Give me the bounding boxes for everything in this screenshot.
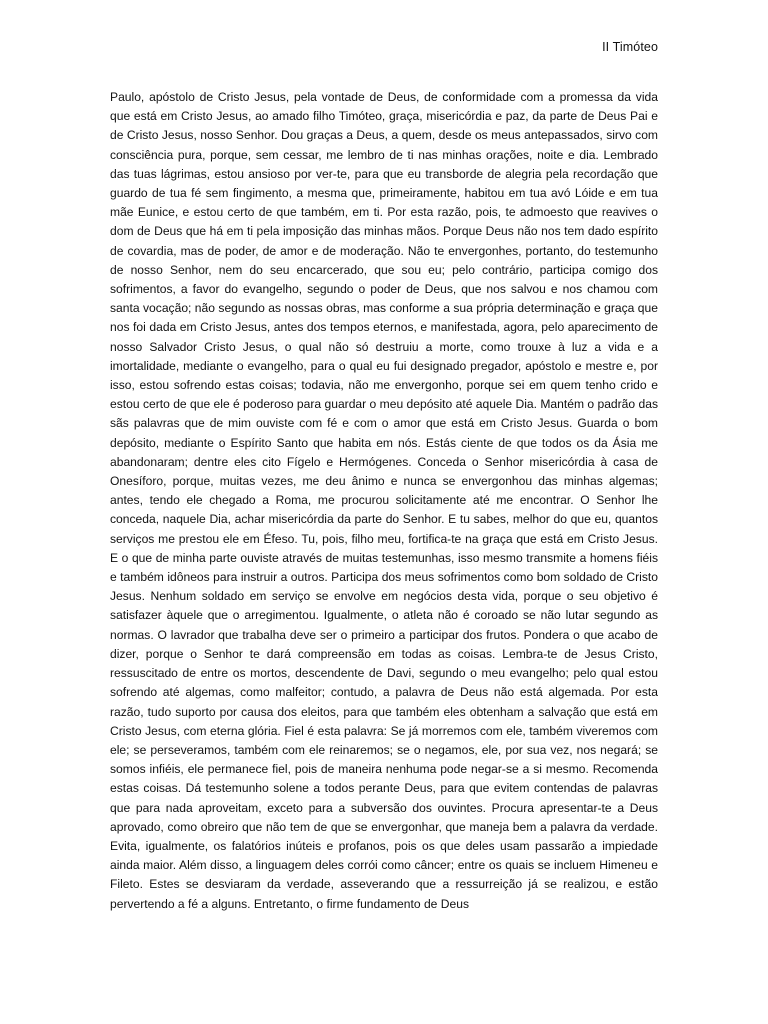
- body-paragraph: Paulo, apóstolo de Cristo Jesus, pela vontade de Deus, de conformidade com a promessa da vida que está em Cristo Jesus, ao amado filho Timóteo, graça, misericórdia e paz, da parte de Deus Pai e de Cristo Jesus, nosso Senhor. Dou graças a Deus, a quem, desde os meus antepassados, sirvo com consciência pura, porque, sem cessar, me lembro de ti nas minhas orações, noite e dia. Lembrado das tuas lágrimas, estou ansioso por ver-te, para que eu transborde de alegria pela recordação que guardo de tua fé sem fingimento, a mesma que, primeiramente, habitou em tua avó Lóide e em tua mãe Eunice, e estou certo de que também, em ti. Por esta razão, pois, te admoesto que reavives o dom de Deus que há em ti pela imposição das minhas mãos. Porque Deus não nos tem dado espírito de covardia, mas de poder, de amor e de moderação. Não te envergonhes, portanto, do testemunho de nosso Senhor, nem do seu encarcerado, que sou eu; pelo contrário, participa comigo dos sofrimentos, a favor do evangelho, segundo o poder de Deus, que nos salvou e nos chamou com santa vocação; não segundo as nossas obras, mas conforme a sua própria determinação e graça que nos foi dada em Cristo Jesus, antes dos tempos eternos, e manifestada, agora, pelo aparecimento de nosso Salvador Cristo Jesus, o qual não só destruiu a morte, como trouxe à luz a vida e a imortalidade, mediante o evangelho, para o qual eu fui designado pregador, apóstolo e mestre e, por isso, estou sofrendo estas coisas; todavia, não me envergonho, porque sei em quem tenho crido e estou certo de que ele é poderoso para guardar o meu depósito até aquele Dia. Mantém o padrão das sãs palavras que de mim ouviste com fé e com o amor que está em Cristo Jesus. Guarda o bom depósito, mediante o Espírito Santo que habita em nós. Estás ciente de que todos os da Ásia me abandonaram; dentre eles cito Fígelo e Hermógenes. Conceda o Senhor misericórdia à casa de Onesíforo, porque, muitas vezes, me deu ânimo e nunca se envergonhou das minhas algemas; antes, tendo ele chegado a Roma, me procurou solicitamente até me encontrar. O Senhor lhe conceda, naquele Dia, achar misericórdia da parte do Senhor. E tu sabes, melhor do que eu, quantos serviços me prestou ele em Éfeso. Tu, pois, filho meu, fortifica-te na graça que está em Cristo Jesus. E o que de minha parte ouviste através de muitas testemunhas, isso mesmo transmite a homens fiéis e também idôneos para instruir a outros. Participa dos meus sofrimentos como bom soldado de Cristo Jesus. Nenhum soldado em serviço se envolve em negócios desta vida, porque o seu objetivo é satisfazer àquele que o arregimentou. Igualmente, o atleta não é coroado se não lutar segundo as normas. O lavrador que trabalha deve ser o primeiro a participar dos frutos. Pondera o que acabo de dizer, porque o Senhor te dará compreensão em todas as coisas. Lembra-te de Jesus Cristo, ressuscitado de entre os mortos, descendente de Davi, segundo o meu evangelho; pelo qual estou sofrendo até algemas, como malfeitor; contudo, a palavra de Deus não está algemada. Por esta razão, tudo suporto por causa dos eleitos, para que também eles obtenham a salvação que está em Cristo Jesus, com eterna glória. Fiel é esta palavra: Se já morremos com ele, também viveremos com ele; se perseveramos, também com ele reinaremos; se o negamos, ele, por sua vez, nos negará; se somos infiéis, ele permanece fiel, pois de maneira nenhuma pode negar-se a si mesmo. Recomenda estas coisas. Dá testemunho solene a todos perante Deus, para que evitem contendas de palavras que para nada aproveitam, exceto para a subversão dos ouvintes. Procura apresentar-te a Deus aprovado, como obreiro que não tem de que se envergonhar, que maneja bem a palavra da verdade. Evita, igualmente, os falatórios inúteis e profanos, pois os que deles usam passarão a impiedade ainda maior. Além disso, a linguagem deles corrói como câncer; entre os quais se incluem Himeneu e Fileto. Estes se desviaram da verdade, asseverando que a ressurreição já se realizou, e estão pervertendo a fé a alguns. Entretanto, o firme fundamento de Deus: [110, 90, 658, 911]
- running-header-book-title: II Timóteo: [602, 40, 658, 54]
